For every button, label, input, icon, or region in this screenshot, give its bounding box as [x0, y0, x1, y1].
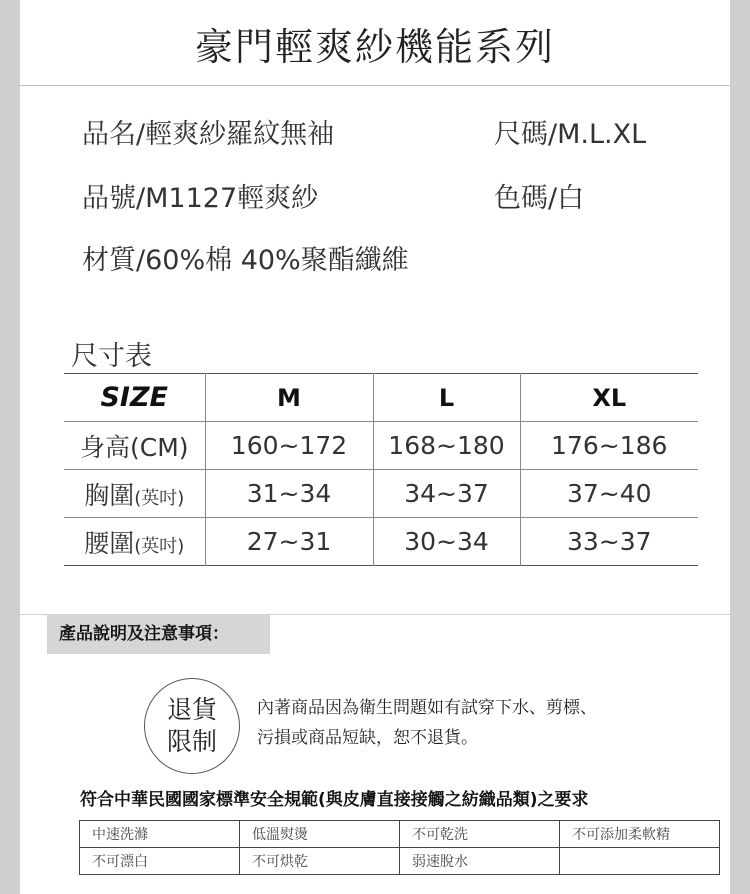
row-unit: (英吋) — [134, 487, 185, 509]
notice-line: 內著商品因為衛生問題如有試穿下水、剪標、 — [257, 698, 597, 718]
row-name: 胸圍 — [84, 480, 135, 510]
size-header-cell: SIZE — [64, 374, 205, 422]
care-cell: 不可烘乾 — [240, 848, 400, 875]
page-title: 豪門輕爽紗機能系列 — [194, 25, 555, 69]
care-cell: 不可乾洗 — [400, 821, 560, 848]
return-restriction-badge — [144, 678, 240, 774]
notice-line: 污損或商品短缺，恕不退貨。 — [257, 728, 478, 748]
spec-material — [82, 238, 409, 277]
table-row — [64, 518, 698, 566]
table-cell: 168~180 — [373, 422, 520, 470]
row-label — [64, 422, 205, 470]
spec-value: M.L.XL — [557, 119, 647, 150]
left-border — [0, 0, 20, 894]
care-cell: 不可添加柔軟精 — [560, 821, 720, 848]
spec-label: 品名/ — [82, 119, 146, 150]
spec-product-number — [82, 176, 318, 215]
table-cell: 160~172 — [205, 422, 373, 470]
table-cell: 31~34 — [205, 470, 373, 518]
size-header-cell: L — [373, 374, 520, 422]
return-notice — [257, 693, 677, 753]
size-chart-table — [64, 373, 698, 566]
table-row — [80, 848, 720, 875]
size-header-cell: XL — [520, 374, 698, 422]
table-row — [64, 470, 698, 518]
row-name: 腰圍 — [84, 528, 135, 558]
row-unit: (英吋) — [134, 535, 185, 557]
size-header-row — [64, 374, 698, 422]
spec-label: 色碼/ — [494, 183, 558, 214]
spec-product-name — [82, 112, 334, 151]
spec-color — [494, 176, 584, 215]
spec-size — [494, 112, 646, 151]
spec-value: M1127輕爽紗 — [145, 183, 319, 214]
spec-label: 品號/ — [82, 183, 146, 214]
row-name: 身高 — [79, 432, 130, 462]
table-cell: 34~37 — [373, 470, 520, 518]
spec-value: 輕爽紗羅紋無袖 — [145, 119, 335, 150]
right-border — [730, 0, 750, 894]
spec-value: 60%棉 40%聚酯纖維 — [145, 245, 409, 276]
table-cell: 33~37 — [520, 518, 698, 566]
row-label — [64, 470, 205, 518]
table-cell: 37~40 — [520, 470, 698, 518]
spec-label: 材質/ — [82, 245, 146, 276]
size-header-cell: M — [205, 374, 373, 422]
badge-line: 退貨 — [166, 695, 217, 724]
spec-label: 尺碼/ — [494, 119, 558, 150]
badge-line: 限制 — [166, 727, 217, 756]
care-cell: 弱速脫水 — [400, 848, 560, 875]
care-cell — [560, 848, 720, 875]
spec-value: 白 — [557, 183, 585, 214]
table-cell: 27~31 — [205, 518, 373, 566]
care-instructions-table — [79, 820, 720, 875]
care-cell: 低溫熨燙 — [240, 821, 400, 848]
table-row — [64, 422, 698, 470]
title-divider — [20, 85, 730, 86]
table-cell: 30~34 — [373, 518, 520, 566]
safety-standard-title: 符合中華民國國家標準安全規範(與皮膚直接接觸之紡織品類)之要求 — [80, 790, 589, 810]
size-chart-heading: 尺寸表 — [71, 341, 152, 372]
notes-section-header: 產品說明及注意事項： — [47, 614, 270, 654]
table-row — [80, 821, 720, 848]
care-cell: 中速洗滌 — [80, 821, 240, 848]
row-label — [64, 518, 205, 566]
row-unit: (CM) — [129, 432, 189, 462]
table-cell: 176~186 — [520, 422, 698, 470]
care-cell: 不可漂白 — [80, 848, 240, 875]
